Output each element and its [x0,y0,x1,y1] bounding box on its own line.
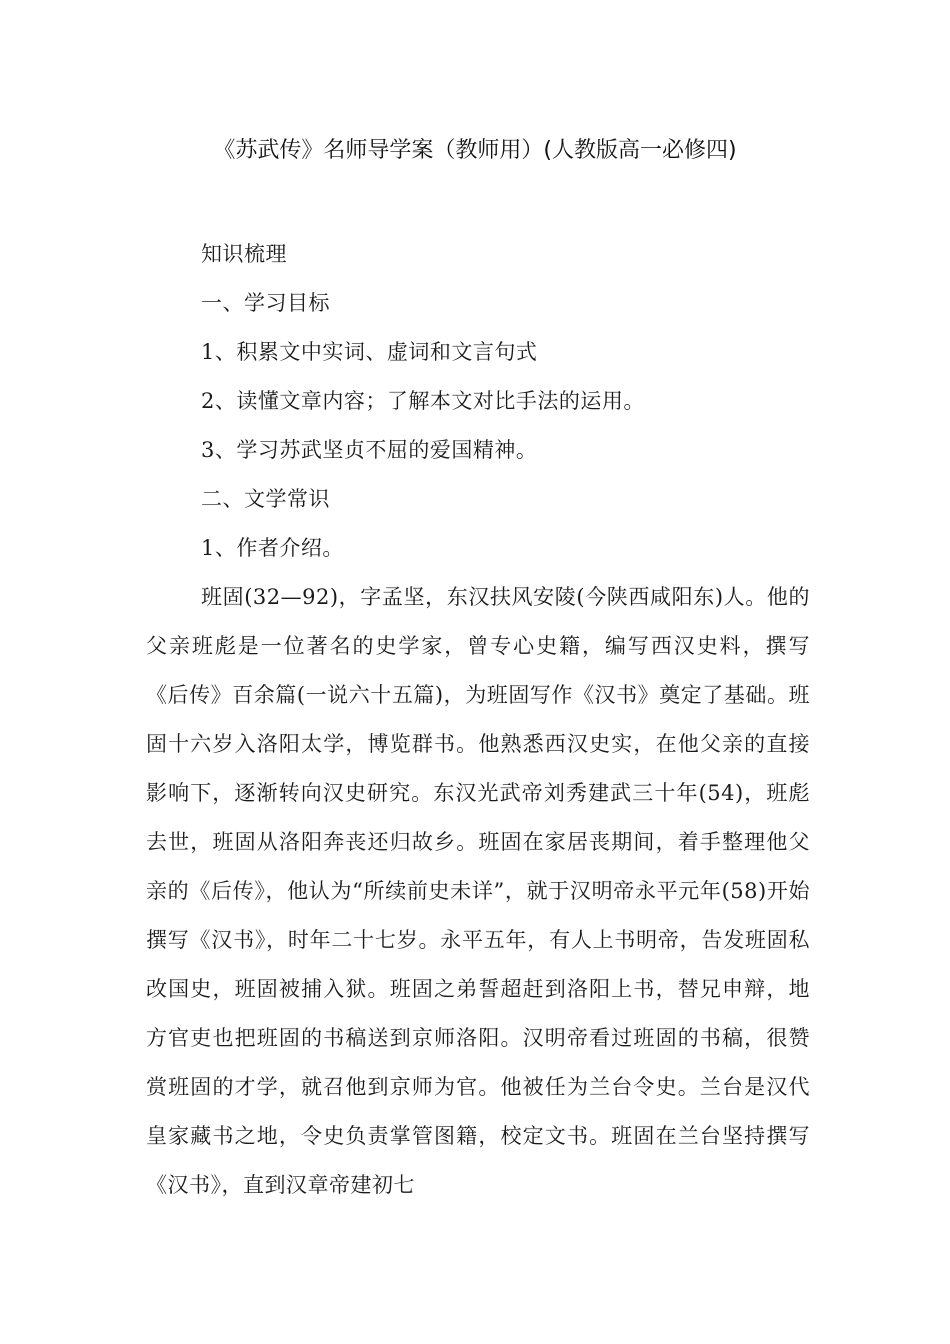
author-biography-paragraph: 班固(32—92)，字孟坚，东汉扶风安陵(今陕西咸阳东)人。他的父亲班彪是一位著名的史学家，曾专心史籍，编写西汉史料，撰写《后传》百余篇(一说六十五篇)，为班固写作《汉书》奠定了基础。班固十六岁入洛阳太学，博览群书。他熟悉西汉史实，在他父亲的直接影响下，逐渐转向汉史研究。东汉光武帝刘秀建武三十年(54)，班彪去世，班固从洛阳奔丧还归故乡。班固在家居丧期间，着手整理他父亲的《后传》，他认为“所续前史未详”，就于汉明帝永平元年(58)开始撰写《汉书》，时年二十七岁。永平五年，有人上书明帝，告发班固私改国史，班固被捕入狱。班固之弟誓超赶到洛阳上书，替兄申辩，地方官吏也把班固的书稿送到京师洛阳。汉明帝看过班固的书稿，很赞赏班固的才学，就召他到京师为官。他被任为兰台令史。兰台是汉代皇家藏书之地，令史负责掌管图籍，校定文书。班固在兰台坚持撰写《汉书》，直到汉章帝建初七 [146,585,810,1197]
list-item: 3、学习苏武坚贞不屈的爱国精神。 [201,438,538,462]
document-body [146,230,810,1210]
document-title: 《苏武传》名师导学案（教师用）(人教版高一必修四) [213,138,737,163]
section-heading-knowledge: 知识梳理 [201,242,287,266]
subsection-heading-author: 1、作者介绍。 [201,536,344,560]
section-heading-learning-goals: 一、学习目标 [201,291,330,315]
section-heading-literary-knowledge: 二、文学常识 [201,487,330,511]
list-item: 1、积累文中实词、虚词和文言句式 [201,340,538,364]
list-item: 2、读懂文章内容；了解本文对比手法的运用。 [201,389,645,413]
